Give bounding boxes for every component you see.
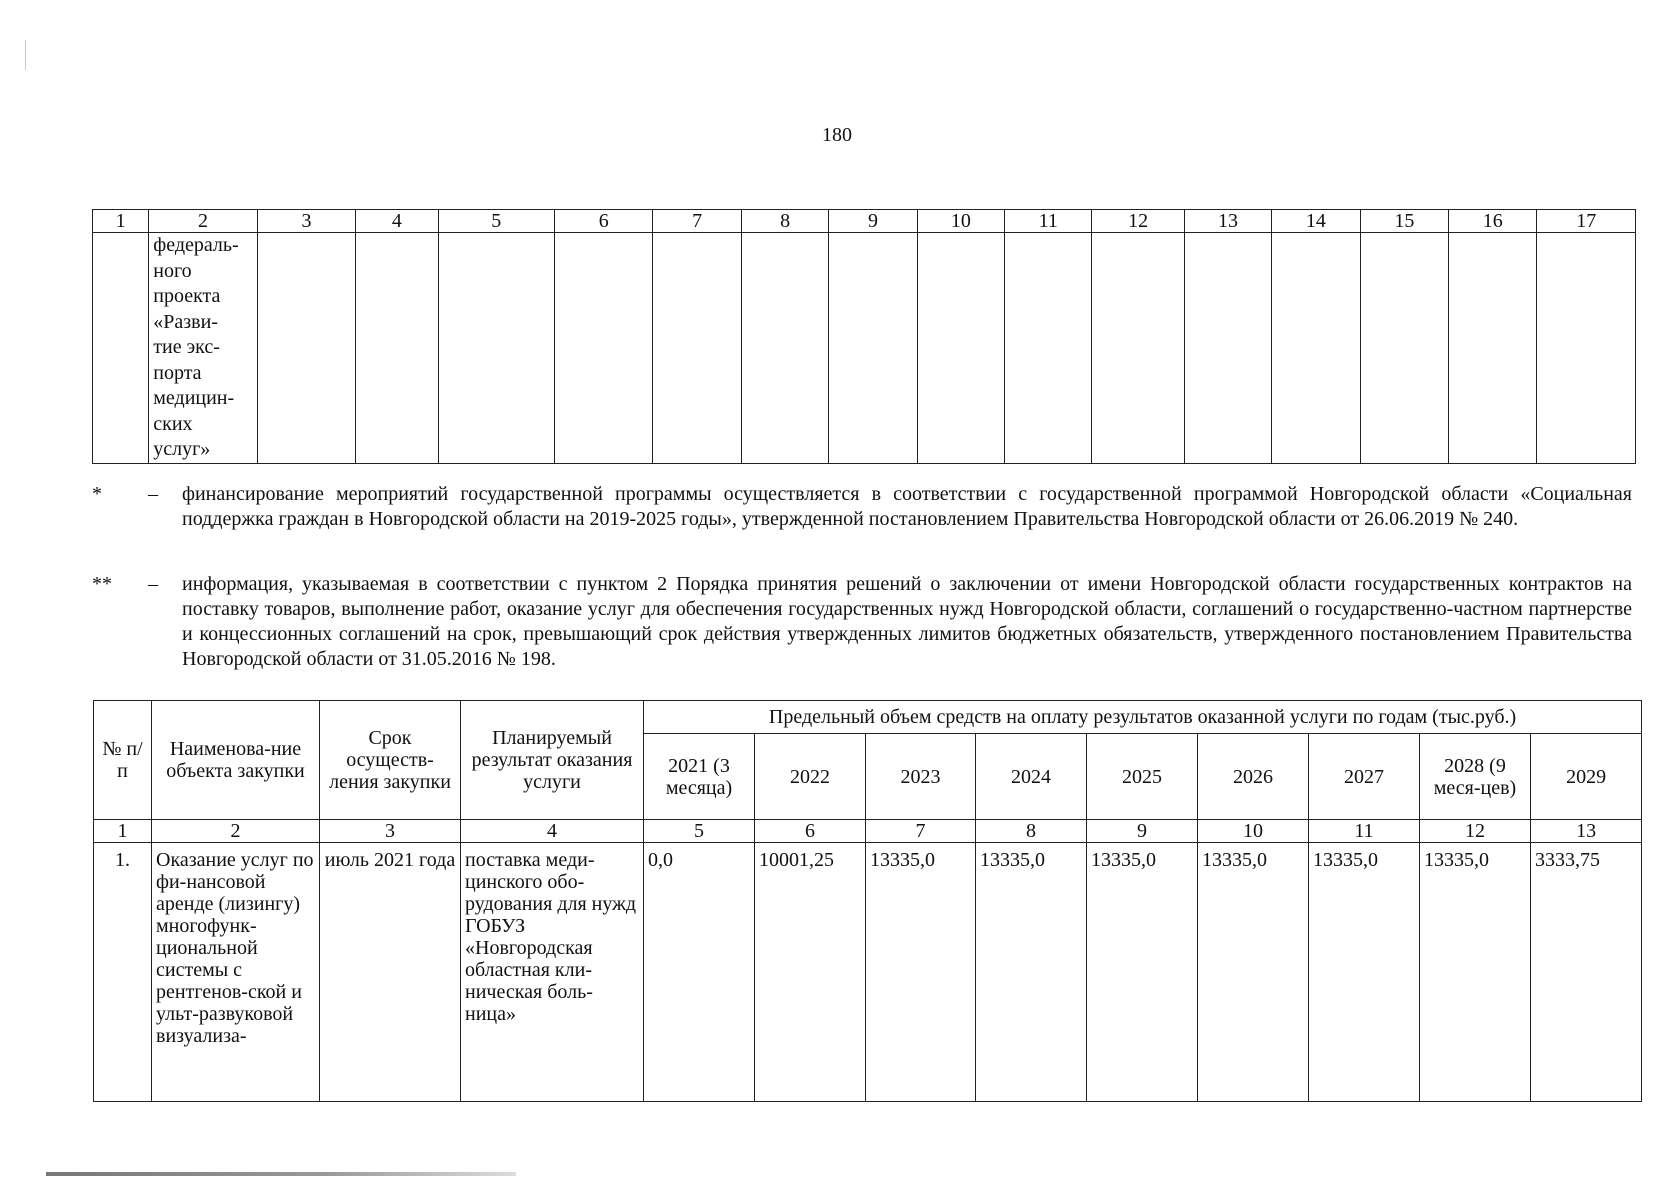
empty-cell xyxy=(257,233,355,464)
project-name-cell xyxy=(149,233,257,464)
footnote-mark: ** xyxy=(92,573,112,595)
text-line: тие экс- xyxy=(153,336,220,358)
footnote-1 xyxy=(92,482,1632,532)
col-number: 3 xyxy=(320,820,461,843)
row-value: 3333,75 xyxy=(1531,843,1642,1102)
text-line: «Разви- xyxy=(153,310,218,333)
row-value: 0,0 xyxy=(644,843,755,1102)
empty-cell xyxy=(653,233,741,464)
col-number: 17 xyxy=(1537,210,1636,233)
row-term: июль 2021 года xyxy=(320,843,461,1102)
footnote-text: финансирование мероприятий государственной программы осуществляется в соответствии с государственной программой Новгородской области «Социальная поддержка граждан в Новгородской области на 2019-2025 годы», утвержденной постановлением Правительства Новгородской области от 26.06.2019 № 240. xyxy=(182,483,1632,530)
row-num: 1. xyxy=(94,843,152,1102)
col-number: 10 xyxy=(917,210,1004,233)
header-year: 2027 xyxy=(1309,734,1420,820)
row-value: 13335,0 xyxy=(866,843,976,1102)
text-line: проекта xyxy=(153,285,221,307)
col-number: 7 xyxy=(866,820,976,843)
empty-cell xyxy=(555,233,653,464)
text-line: ного xyxy=(153,259,192,282)
col-number: 8 xyxy=(741,210,828,233)
footer-divider xyxy=(46,1172,516,1176)
table-row xyxy=(93,233,1636,464)
header-year: 2029 xyxy=(1531,734,1642,820)
header-year: 2025 xyxy=(1087,734,1198,820)
col-number: 10 xyxy=(1198,820,1309,843)
footnote-dash: – xyxy=(148,483,158,505)
col-number: 5 xyxy=(644,820,755,843)
header-year: 2026 xyxy=(1198,734,1309,820)
col-number: 15 xyxy=(1360,210,1448,233)
header-num: № п/п xyxy=(94,701,152,820)
footnote-mark: * xyxy=(92,483,102,505)
empty-cell xyxy=(1360,233,1448,464)
row-value: 13335,0 xyxy=(1198,843,1309,1102)
col-number: 6 xyxy=(555,210,653,233)
col-number: 3 xyxy=(257,210,355,233)
col-number: 11 xyxy=(1005,210,1092,233)
col-number: 11 xyxy=(1309,820,1420,843)
header-year: 2024 xyxy=(976,734,1087,820)
col-number: 2 xyxy=(149,210,257,233)
header-row-1 xyxy=(94,701,1642,734)
row-value: 13335,0 xyxy=(1309,843,1420,1102)
page-number: 180 xyxy=(822,124,852,146)
col-number: 12 xyxy=(1092,210,1184,233)
header-year: 2021 (3 месяца) xyxy=(644,734,755,820)
header-year: 2023 xyxy=(866,734,976,820)
footnote-text: информация, указываемая в соответствии с пунктом 2 Порядка принятия решений о заключении от имени Новгородской области государственных контрактов на поставку товаров, выполнение работ, оказание услуг для обеспечения государственных нужд Новгородской области, соглашений о государственно-частном партнерстве и концессионных соглашений на срок, превышающий срок действия утвержденных лимитов бюджетных обязательств, утвержденного постановлением Правительства Новгородской области от 31.05.2016 № 198. xyxy=(182,573,1632,670)
col-number: 4 xyxy=(356,210,438,233)
empty-cell xyxy=(93,233,149,464)
header-year: 2022 xyxy=(755,734,866,820)
empty-cell xyxy=(917,233,1004,464)
col-number: 8 xyxy=(976,820,1087,843)
empty-cell xyxy=(1184,233,1271,464)
row-value: 10001,25 xyxy=(755,843,866,1102)
col-number: 9 xyxy=(1087,820,1198,843)
column-number-row xyxy=(94,820,1642,843)
col-number: 1 xyxy=(93,210,149,233)
col-number: 2 xyxy=(152,820,320,843)
footnote-2 xyxy=(92,572,1632,672)
col-number: 4 xyxy=(461,820,644,843)
header-year: 2028 (9 меся-цев) xyxy=(1420,734,1531,820)
col-number: 13 xyxy=(1184,210,1271,233)
text-line: медицин- xyxy=(153,387,235,409)
footnote-dash: – xyxy=(148,573,158,595)
empty-cell xyxy=(829,233,917,464)
empty-cell xyxy=(1272,233,1360,464)
text-line: ских xyxy=(153,412,193,435)
col-number: 16 xyxy=(1449,210,1537,233)
col-number: 14 xyxy=(1272,210,1360,233)
col-number: 9 xyxy=(829,210,917,233)
empty-cell xyxy=(1092,233,1184,464)
empty-cell xyxy=(1537,233,1636,464)
col-number: 6 xyxy=(755,820,866,843)
table-row xyxy=(94,843,1642,1102)
text-line: услуг» xyxy=(153,438,211,460)
empty-cell xyxy=(1005,233,1092,464)
row-value: 13335,0 xyxy=(1420,843,1531,1102)
col-number: 1 xyxy=(94,820,152,843)
empty-cell xyxy=(741,233,828,464)
column-number-row xyxy=(93,210,1636,233)
empty-cell xyxy=(356,233,438,464)
row-planned-result: поставка меди-цинского обо-рудования для нужд ГОБУЗ «Новгородская областная кли-ническая боль-ница» xyxy=(461,843,644,1102)
row-value: 13335,0 xyxy=(1087,843,1198,1102)
header-term: Срок осуществ-ления закупки xyxy=(320,701,461,820)
header-object-name: Наименова-ние объекта закупки xyxy=(152,701,320,820)
text-line: федераль- xyxy=(153,234,239,256)
empty-cell xyxy=(1449,233,1537,464)
row-value: 13335,0 xyxy=(976,843,1087,1102)
col-number: 12 xyxy=(1420,820,1531,843)
scan-edge-mark xyxy=(25,40,26,70)
header-planned-result: Планируемый результат оказания услуги xyxy=(461,701,644,820)
col-number: 7 xyxy=(653,210,741,233)
row-object-name: Оказание услуг по фи-нансовой аренде (лизингу) многофунк-циональной системы с рентгенов-ской и ульт-развуковой визуализа- xyxy=(152,843,320,1102)
procurement-table xyxy=(93,700,1642,1102)
empty-cell xyxy=(438,233,555,464)
header-limit: Предельный объем средств на оплату результатов оказанной услуги по годам (тыс.руб.) xyxy=(644,701,1642,734)
col-number: 13 xyxy=(1531,820,1642,843)
text-line: порта xyxy=(153,361,202,384)
col-number: 5 xyxy=(438,210,555,233)
continuation-table xyxy=(92,209,1636,464)
